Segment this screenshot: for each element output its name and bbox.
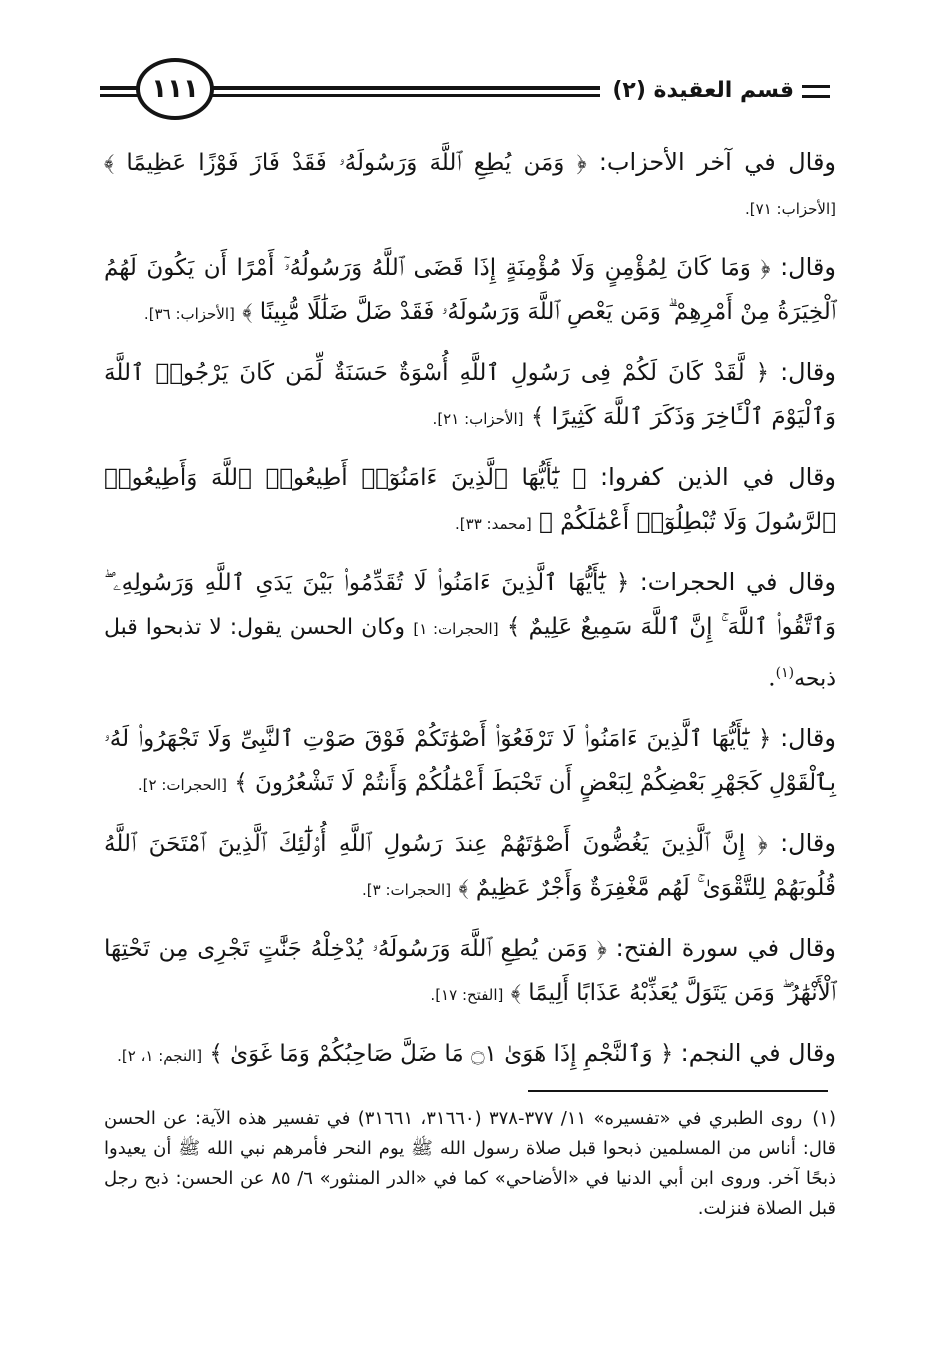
page-number: ١١١ [151,74,199,104]
verse-citation: [الأحزاب: ٧١]. [745,200,836,218]
page-header [100,58,830,124]
paragraph [104,716,836,807]
paragraph [104,926,836,1017]
paragraph-lead: وقال: [780,358,836,386]
paragraph-lead: وقال في سورة الفتح: [615,933,837,962]
verse-citation: [محمد: ٣٣]. [455,515,532,533]
paragraph-lead: وقال في الذين كفروا: [600,463,837,491]
page-number-badge [136,58,214,120]
paragraph-lead: وقال: [780,723,836,752]
section-title-text: قسم العقيدة (٢) [612,78,794,103]
verse-citation: [الحجرات: ١] [413,620,499,638]
verse-citation: [الحجرات: ٢]. [137,775,227,794]
quran-verse: ﴿ وَمَن يُطِعِ ٱللَّهَ وَرَسُولَهُۥ يُدْخِلْهُ جَنَّٰتٍ تَجْرِى مِن تَحْتِهَا ٱلْأَنْهَٰرُ ۖ وَمَن يَتَوَلَّ يُعَذِّبْهُ عَذَابًا أَلِيمًا ﴾ [104,935,836,1006]
paragraph-lead: وقال في النجم: [680,1038,836,1067]
paragraph [104,821,836,912]
quran-verse: ﴿ وَمَن يُطِعِ ٱللَّهَ وَرَسُولَهُۥ فَقَدْ فَازَ فَوْزًا عَظِيمًا ﴾ [104,150,587,176]
section-title [600,74,830,108]
paragraph [104,245,836,336]
footnote-reference[interactable]: (١) [775,665,795,681]
quran-verse: ﴿ إِنَّ ٱلَّذِينَ يَغُضُّونَ أَصْوَٰتَهُمْ عِندَ رَسُولِ ٱللَّهِ أُو۟لَٰٓئِكَ ٱلَّذِينَ ٱمْتَحَنَ ٱللَّهُ قُلُوبَهُمْ لِلتَّقْوَىٰ ۚ لَهُم مَّغْفِرَةٌ وَأَجْرٌ عَظِيمٌ ﴾ [104,830,836,901]
verse-citation: [الحجرات: ٣]. [362,880,452,899]
footnote-number: (١) [812,1108,836,1129]
page-body [104,140,836,1092]
footnote [104,1104,836,1224]
footnote-divider [528,1090,828,1092]
paragraph [104,350,836,441]
paragraph [104,1031,836,1078]
quran-verse: ﴿ يَٰٓأَيُّهَا ٱلَّذِينَ ءَامَنُوا۟ لَا تُقَدِّمُوا۟ بَيْنَ يَدَىِ ٱللَّهِ وَرَسُولِهِۦ ۖ وَٱتَّقُوا۟ ٱللَّهَ ۚ إِنَّ ٱللَّهَ سَمِيعٌ عَلِيمٌ ﴾ [104,570,837,640]
footnote-text: روى الطبري في «تفسيره» ١١/ ٣٧٧-٣٧٨ (٣١٦٦٠، ٣١٦٦١) في تفسير هذه الآية: عن الحسن قال: أناس من المسلمين ذبحوا قبل صلاة رسول الله ﷺ يوم النحر فأمرهم نبي الله ﷺ أن يعيدوا ذبحًا آخر. وروى ابن أبي الدنيا في «الأضاحي» كما في «الدر المنثور» ٦/ ٨٥ عن الحسن: ذبح رجل قبل الصلاة فنزلت. [104,1108,836,1219]
quran-verse: ﴿ يَٰٓأَيُّهَا ٱلَّذِينَ ءَامَنُوا۟ لَا تَرْفَعُوٓا۟ أَصْوَٰتَكُمْ فَوْقَ صَوْتِ ٱلنَّبِىِّ وَلَا تَجْهَرُوا۟ لَهُۥ بِٱلْقَوْلِ كَجَهْرِ بَعْضِكُمْ لِبَعْضٍ أَن تَحْبَطَ أَعْمَٰلُكُمْ وَأَنتُمْ لَا تَشْعُرُونَ ﴾ [104,725,836,796]
paragraph-lead: وقال: [780,253,836,281]
quran-verse: ﴿ يَٰٓأَيُّهَا ٱلَّذِينَ ءَامَنُوٓا۟ أَطِيعُوا۟ ٱللَّهَ وَأَطِيعُوا۟ ٱلرَّسُولَ وَلَا تُبْطِلُوٓا۟ أَعْمَٰلَكُمْ ﴾ [104,465,836,535]
verse-citation: [النجم: ١، ٢]. [117,1046,203,1065]
title-dash-ornament [802,85,830,98]
paragraph [104,455,836,546]
paragraph: وقال في الحجرات: ﴿ يَٰٓأَيُّهَا ٱلَّذِينَ ءَامَنُوا۟ لَا تُقَدِّمُوا۟ بَيْنَ يَدَىِ ٱللَّهِ وَرَسُولِهِۦ ۖ وَٱتَّقُوا۟ ٱللَّهَ ۚ إِنَّ ٱللَّهَ سَمِيعٌ عَلِيمٌ ﴾ [الحجرات: ١] وكان الحسن يقول: لا تذبحوا قبل ذبحه$^{(١)}$. [104,568,837,692]
paragraph-lead: وقال في الحجرات: [639,568,836,596]
verse-citation: [الفتح: ١٧]. [430,985,504,1004]
paragraph [104,140,836,231]
paragraph-lead: وقال: [780,828,836,857]
verse-citation: [الأحزاب: ٣٦]. [143,305,235,323]
hasan-saying: وكان الحسن يقول: لا تذبحوا قبل ذبحه [104,615,836,692]
paragraph-lead: وقال في آخر الأحزاب: [598,148,837,176]
quran-verse: ﴿ لَّقَدْ كَانَ لَكُمْ فِى رَسُولِ ٱللَّهِ أُسْوَةٌ حَسَنَةٌ لِّمَن كَانَ يَرْجُوا۟ ٱللَّهَ وَٱلْيَوْمَ ٱلْـَٔاخِرَ وَذَكَرَ ٱللَّهَ كَثِيرًا ﴾ [104,360,836,430]
quran-verse: ﴿ وَٱلنَّجْمِ إِذَا هَوَىٰ ۝١ مَا ضَلَّ صَاحِبُكُمْ وَمَا غَوَىٰ ﴾ [209,1040,674,1067]
verse-citation: [الأحزاب: ٢١]. [432,410,524,428]
quran-verse: ﴿ وَمَا كَانَ لِمُؤْمِنٍ وَلَا مُؤْمِنَةٍ إِذَا قَضَى ٱللَّهُ وَرَسُولُهُۥٓ أَمْرًا أَن يَكُونَ لَهُمُ ٱلْخِيَرَةُ مِنْ أَمْرِهِمْ ۗ وَمَن يَعْصِ ٱللَّهَ وَرَسُولَهُۥ فَقَدْ ضَلَّ ضَلَٰلًا مُّبِينًا ﴾ [104,255,836,325]
